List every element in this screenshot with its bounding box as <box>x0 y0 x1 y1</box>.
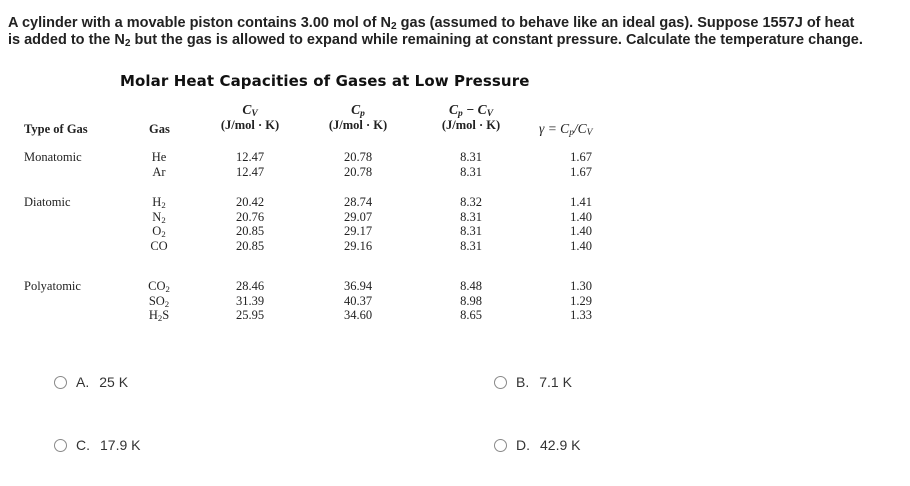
question-line-2: is added to the $N_2$ but the gas is allowed to expand while remaining at constant pressure. Calculate the temperature change. <box>8 32 863 49</box>
cv-value: 25.95 <box>235 308 265 323</box>
cp-monatomic <box>333 150 383 179</box>
group-type-diatomic: Diatomic <box>24 195 71 209</box>
cv-value: 20.85 <box>235 238 265 253</box>
gamma-value: 1.40 <box>570 238 592 253</box>
option-a[interactable] <box>54 374 128 390</box>
gas-he: He <box>151 150 167 164</box>
cv-diatomic <box>225 195 275 253</box>
diff-monatomic <box>446 150 496 179</box>
header-gamma: $\gamma = C_p/C_V$ <box>539 121 593 138</box>
cv-value: 31.39 <box>235 293 265 308</box>
gamma-value: 1.67 <box>570 150 592 164</box>
option-a-text: 25 K <box>99 374 129 390</box>
header-cv-symbol: $C_V$ <box>242 102 258 119</box>
cp-polyatomic <box>333 279 383 323</box>
diff-value: 8.32 <box>460 195 482 209</box>
cp-value: 36.94 <box>343 279 373 293</box>
gas-ar: Ar <box>152 164 166 179</box>
option-b[interactable] <box>494 374 572 390</box>
option-a-letter: A. <box>76 374 90 390</box>
header-gas: Gas <box>149 122 170 136</box>
cv-value: 20.42 <box>235 195 265 209</box>
gas-so2: $SO_2$ <box>148 293 170 309</box>
diff-diatomic <box>446 195 496 253</box>
cp-value: 20.78 <box>343 164 373 179</box>
cv-value: 28.46 <box>235 279 265 293</box>
header-cp-minus-cv <box>422 102 520 133</box>
gamma-monatomic <box>556 150 606 179</box>
option-c-letter: C. <box>76 437 90 453</box>
gamma-polyatomic <box>556 279 606 323</box>
option-d-text: 42.9 K <box>540 437 581 453</box>
gas-n2: $N_2$ <box>152 209 166 225</box>
gamma-diatomic <box>556 195 606 253</box>
gamma-value: 1.41 <box>570 195 592 209</box>
option-d[interactable] <box>494 437 580 453</box>
gas-list-monatomic <box>148 150 170 179</box>
gamma-value: 1.30 <box>570 279 592 293</box>
diff-value: 8.98 <box>460 293 482 308</box>
cp-value: 28.74 <box>343 195 373 209</box>
gamma-value: 1.40 <box>570 209 592 224</box>
cv-value: 20.85 <box>235 224 265 239</box>
option-c-text: 17.9 K <box>100 437 141 453</box>
cp-diatomic <box>333 195 383 253</box>
diff-value: 8.31 <box>460 209 482 224</box>
diff-value: 8.31 <box>460 150 482 164</box>
group-type-monatomic: Monatomic <box>24 150 82 164</box>
cv-value: 20.76 <box>235 209 265 224</box>
gamma-value: 1.40 <box>570 224 592 239</box>
gamma-value: 1.33 <box>570 308 592 323</box>
cv-value: 12.47 <box>235 150 265 164</box>
gamma-value: 1.29 <box>570 293 592 308</box>
cp-value: 29.16 <box>343 238 373 253</box>
gas-h2s: $H_2S$ <box>148 308 170 324</box>
group-type-polyatomic: Polyatomic <box>24 279 81 293</box>
diff-value: 8.31 <box>460 238 482 253</box>
gas-co: CO <box>150 238 168 253</box>
radio-button-d[interactable] <box>494 439 507 452</box>
header-cp-symbol: $C_p$ <box>351 102 365 119</box>
gamma-value: 1.67 <box>570 164 592 179</box>
gas-list-polyatomic <box>144 279 174 323</box>
header-diff-unit: (J/mol · K) <box>441 118 501 132</box>
header-diff-symbol: $C_p - C_V$ <box>449 102 493 119</box>
cp-value: 29.17 <box>343 224 373 239</box>
table-title: Molar Heat Capacities of Gases at Low Pressure <box>120 72 530 90</box>
radio-button-b[interactable] <box>494 376 507 389</box>
cv-monatomic <box>225 150 275 179</box>
gas-o2: $O_2$ <box>152 224 166 240</box>
option-b-text: 7.1 K <box>539 374 572 390</box>
header-cp <box>318 102 398 133</box>
diff-value: 8.31 <box>460 224 482 239</box>
diff-value: 8.31 <box>460 164 482 179</box>
diff-polyatomic <box>446 279 496 323</box>
question-line-1: A cylinder with a movable piston contains 3.00 mol of $N_2$ gas (assumed to behave like an ideal gas). Suppose 1557J of heat <box>8 15 855 32</box>
cp-value: 29.07 <box>343 209 373 224</box>
header-cv-unit: (J/mol · K) <box>220 118 280 132</box>
cp-value: 34.60 <box>343 308 373 323</box>
gas-h2: $H_2$ <box>152 195 166 210</box>
gas-co2: $CO_2$ <box>148 279 170 294</box>
radio-button-a[interactable] <box>54 376 67 389</box>
option-b-letter: B. <box>516 374 530 390</box>
cv-value: 12.47 <box>235 164 265 179</box>
option-c[interactable] <box>54 437 140 453</box>
diff-value: 8.65 <box>460 308 482 323</box>
diff-value: 8.48 <box>460 279 482 293</box>
cp-value: 20.78 <box>343 150 373 164</box>
header-cp-unit: (J/mol · K) <box>328 118 388 132</box>
gas-list-diatomic <box>146 195 172 253</box>
cv-polyatomic <box>225 279 275 323</box>
radio-button-c[interactable] <box>54 439 67 452</box>
cp-value: 40.37 <box>343 293 373 308</box>
header-cv <box>210 102 290 133</box>
question-text <box>8 15 903 49</box>
option-d-letter: D. <box>516 437 530 453</box>
header-type-of-gas: Type of Gas <box>24 122 88 136</box>
